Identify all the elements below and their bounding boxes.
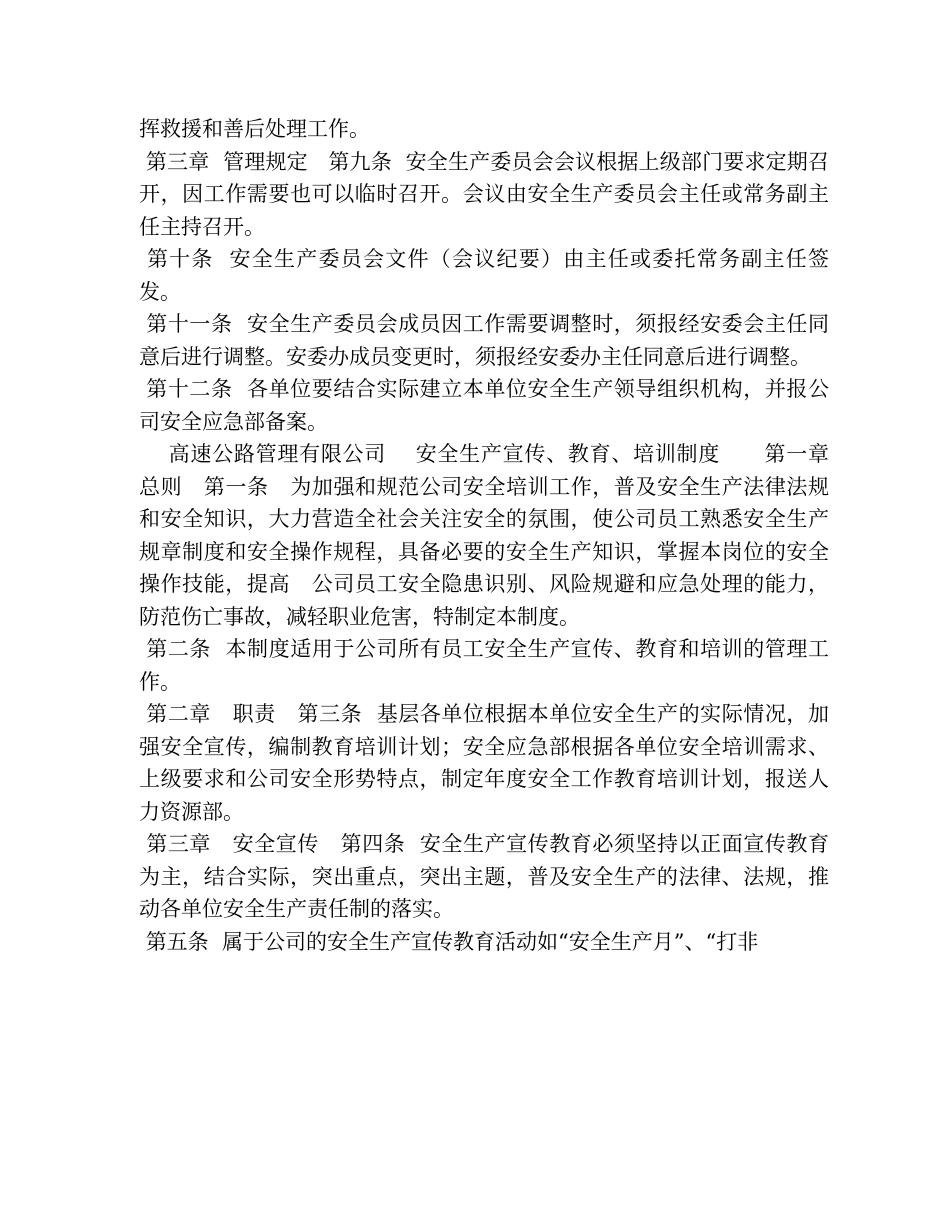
paragraph: 第十一条 安全生产委员会成员因工作需要调整时，须报经安委会主任同意后进行调整。安委办成员变更时，须报经安委办主任同意后进行调整。 (139, 312, 829, 369)
document-body (139, 113, 850, 958)
paragraph: 第二条 本制度适用于公司所有员工安全生产宣传、教育和培训的管理工作。 (139, 637, 829, 694)
paragraph: 第十条 安全生产委员会文件（会议纪要）由主任或委托常务副主任签发。 (139, 247, 829, 304)
paragraph: 第三章 管理规定 第九条 安全生产委员会会议根据上级部门要求定期召开，因工作需要也可以临时召开。会议由安全生产委员会主任或常务副主任主持召开。 (139, 149, 829, 239)
paragraph: 第三章 安全宣传 第四条 安全生产宣传教育必须坚持以正面宣传教育为主，结合实际，突出重点，突出主题，普及安全生产的法律、法规，推动各单位安全生产责任制的落实。 (139, 832, 829, 921)
paragraph: 第十二条 各单位要结合实际建立本单位安全生产领导组织机构，并报公司安全应急部备案。 (139, 377, 829, 434)
paragraph: 高速公路管理有限公司 安全生产宣传、教育、培训制度 第一章 总则 第一条 为加强和规范公司安全培训工作，普及安全生产法律法规和安全知识，大力营造全社会关注安全的氛围，使公司员工熟悉安全生产规章制度和安全操作规程，具备必要的安全生产知识，掌握本岗位的安全操作技能，提高 公司员工安全隐患识别、风险规避和应急处理的能力，防范伤亡事故，减轻职业危害，特制定本制度。 (139, 442, 850, 629)
paragraph: 第五条 属于公司的安全生产宣传教育活动如“安全生产月”、“打非 (139, 929, 759, 954)
paragraph: 第二章 职责 第三条 基层各单位根据本单位安全生产的实际情况，加强安全宣传，编制教育培训计划；安全应急部根据各单位安全培训需求、上级要求和公司安全形势特点，制定年度安全工作教育培训计划，报送人力资源部。 (139, 702, 829, 824)
paragraph: 挥救援和善后处理工作。 (139, 117, 370, 141)
